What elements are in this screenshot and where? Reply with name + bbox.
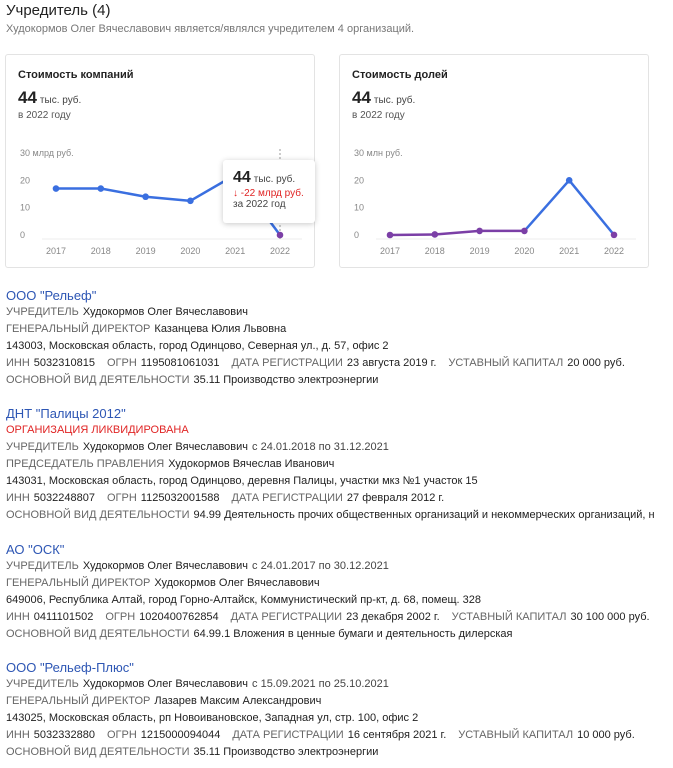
y-axis-unit-label: 30 млрд руб.	[20, 148, 74, 158]
founder-label: УЧРЕДИТЕЛЬ	[6, 306, 79, 318]
y-tick-label: 20	[20, 175, 31, 186]
series-line-segment	[569, 180, 614, 235]
series-line-segment	[524, 180, 569, 231]
org-card	[6, 541, 673, 643]
org-card	[6, 659, 673, 761]
card-value	[352, 88, 415, 108]
card-title: Стоимость долей	[352, 69, 448, 81]
org-name-link[interactable]: ООО "Рельеф-Плюс"	[6, 660, 134, 675]
x-tick-label: 2022	[603, 246, 625, 256]
data-point	[187, 198, 194, 205]
x-tick-label: 2021	[559, 246, 580, 256]
org-card	[6, 405, 673, 524]
org-name-link[interactable]: АО "ОСК"	[6, 542, 65, 557]
org-activity-row	[6, 507, 673, 524]
card-value-number: 44	[352, 88, 371, 107]
ogrn-label: ОГРН	[106, 357, 137, 369]
x-tick-label: 2019	[469, 246, 490, 256]
reg-value: 23 декабря 2002 г.	[346, 611, 440, 623]
data-point	[432, 231, 439, 238]
data-point	[387, 232, 394, 239]
reg-label: ДАТА РЕГИСТРАЦИИ	[231, 357, 343, 369]
capital-label: УСТАВНЫЙ КАПИТАЛ	[451, 611, 567, 623]
section-subtitle: Худокормов Олег Вячеславович является/являлся учредителем 4 организаций.	[6, 23, 415, 35]
org-registry-row	[6, 727, 673, 744]
org-activity-row	[6, 626, 673, 643]
ogrn-label: ОГРН	[106, 492, 137, 504]
arrow-down-icon: ↓	[233, 188, 238, 199]
series-line-segment	[435, 231, 480, 235]
role-label: ГЕНЕРАЛЬНЫЙ ДИРЕКТОР	[6, 695, 151, 707]
data-point	[566, 177, 573, 184]
inn-value: 5032332880	[33, 729, 95, 741]
x-tick-label: 2022	[269, 246, 291, 256]
card-value-unit: тыс. руб.	[373, 95, 416, 106]
founder-period: с 24.01.2017 по 30.12.2021	[252, 560, 389, 572]
tooltip-value	[233, 169, 305, 187]
chart-tooltip	[223, 160, 315, 223]
data-point	[476, 228, 483, 235]
ogrn-value: 1195081061031	[140, 357, 220, 369]
inn-label: ИНН	[6, 357, 30, 369]
founder-name[interactable]: Худокормов Олег Вячеславович	[82, 306, 249, 318]
y-tick-label: 10	[20, 202, 31, 213]
org-founder-row	[6, 304, 673, 321]
capital-label: УСТАВНЫЙ КАПИТАЛ	[448, 357, 564, 369]
ogrn-label: ОГРН	[106, 729, 137, 741]
inn-label: ИНН	[6, 492, 30, 504]
reg-value: 16 сентября 2021 г.	[347, 729, 447, 741]
card-title: Стоимость компаний	[18, 69, 134, 81]
org-name-link[interactable]: ДНТ "Палицы 2012"	[6, 406, 126, 421]
data-point	[98, 185, 105, 192]
founder-name[interactable]: Худокормов Олег Вячеславович	[82, 678, 249, 690]
role-person[interactable]: Лазарев Максим Александрович	[154, 695, 322, 707]
activity-label: ОСНОВНОЙ ВИД ДЕЯТЕЛЬНОСТИ	[6, 374, 190, 386]
activity-label: ОСНОВНОЙ ВИД ДЕЯТЕЛЬНОСТИ	[6, 628, 190, 640]
org-address: 143031, Московская область, город Одинцово, деревня Палицы, участки мкз №1 участок 15	[6, 475, 478, 487]
org-founder-row	[6, 676, 673, 693]
x-tick-label: 2019	[135, 246, 156, 256]
ogrn-value: 1125032001588	[140, 492, 220, 504]
org-registry-row	[6, 609, 673, 626]
tooltip-delta	[233, 188, 305, 199]
reg-label: ДАТА РЕГИСТРАЦИИ	[230, 611, 343, 623]
founder-label: УЧРЕДИТЕЛЬ	[6, 560, 79, 572]
org-role-row	[6, 456, 673, 473]
liquidated-status: ОРГАНИЗАЦИЯ ЛИКВИДИРОВАНА	[6, 424, 189, 436]
role-person[interactable]: Худокормов Вячеслав Иванович	[168, 458, 335, 470]
org-address: 649006, Республика Алтай, город Горно-Алтайск, Коммунистический пр-кт, д. 68, помещ. 328	[6, 594, 481, 606]
card-year: в 2022 году	[18, 110, 71, 121]
data-point	[521, 228, 528, 235]
org-name-link[interactable]: ООО "Рельеф"	[6, 288, 97, 303]
founder-period: с 24.01.2018 по 31.12.2021	[252, 441, 389, 453]
org-role-row	[6, 575, 673, 592]
founder-name[interactable]: Худокормов Олег Вячеславович	[82, 441, 249, 453]
capital-value: 20 000 руб.	[567, 357, 625, 369]
activity-value: 64.99.1 Вложения в ценные бумаги и деятельность дилерская	[193, 628, 513, 640]
card-year: в 2022 году	[352, 110, 405, 121]
data-point	[53, 185, 60, 192]
role-label: ПРЕДСЕДАТЕЛЬ ПРАВЛЕНИЯ	[6, 458, 165, 470]
role-label: ГЕНЕРАЛЬНЫЙ ДИРЕКТОР	[6, 577, 151, 589]
ogrn-value: 1215000094044	[140, 729, 221, 741]
founder-label: УЧРЕДИТЕЛЬ	[6, 678, 79, 690]
y-tick-label: 0	[20, 230, 26, 240]
org-activity-row	[6, 372, 673, 389]
x-tick-label: 2020	[180, 246, 201, 256]
y-axis-unit-label: 30 млн руб.	[354, 148, 403, 158]
org-role-row	[6, 321, 673, 338]
activity-label: ОСНОВНОЙ ВИД ДЕЯТЕЛЬНОСТИ	[6, 509, 190, 521]
founder-label: УЧРЕДИТЕЛЬ	[6, 441, 79, 453]
founder-period: с 15.09.2021 по 25.10.2021	[252, 678, 389, 690]
role-label: ГЕНЕРАЛЬНЫЙ ДИРЕКТОР	[6, 323, 151, 335]
capital-value: 10 000 руб.	[577, 729, 635, 741]
org-registry-row	[6, 490, 673, 507]
org-activity-row	[6, 744, 673, 761]
ogrn-value: 1020400762854	[139, 611, 219, 623]
role-person[interactable]: Казанцева Юлия Львовна	[154, 323, 287, 335]
data-point	[277, 232, 284, 239]
tooltip-delta-text: -22 млрд руб.	[240, 188, 304, 199]
capital-value: 30 100 000 руб.	[570, 611, 650, 623]
reg-value: 27 февраля 2012 г.	[346, 492, 445, 504]
org-address: 143003, Московская область, город Одинцово, Северная ул., д. 57, офис 2	[6, 340, 389, 352]
data-point	[142, 193, 149, 200]
org-registry-row	[6, 355, 673, 372]
series-line-segment	[390, 234, 435, 235]
inn-value: 0411101502	[33, 611, 94, 623]
y-tick-label: 0	[354, 230, 360, 240]
reg-label: ДАТА РЕГИСТРАЦИИ	[231, 492, 343, 504]
activity-value: 94.99 Деятельность прочих общественных организаций и некоммерческих организаций, н	[193, 509, 655, 521]
org-founder-row	[6, 558, 673, 575]
inn-label: ИНН	[6, 611, 30, 623]
x-tick-label: 2020	[514, 246, 535, 256]
tooltip-value-number: 44	[233, 169, 251, 186]
data-point	[611, 232, 618, 239]
tooltip-period: за 2022 год	[233, 199, 286, 210]
share-value-card	[339, 54, 649, 268]
activity-value: 35.11 Производство электроэнергии	[193, 746, 379, 758]
x-tick-label: 2017	[45, 246, 67, 256]
inn-value: 5032310815	[33, 357, 95, 369]
reg-value: 23 августа 2019 г.	[346, 357, 437, 369]
y-tick-label: 10	[354, 202, 365, 213]
capital-label: УСТАВНЫЙ КАПИТАЛ	[458, 729, 574, 741]
y-tick-label: 20	[354, 175, 365, 186]
x-tick-label: 2018	[424, 246, 445, 256]
activity-label: ОСНОВНОЙ ВИД ДЕЯТЕЛЬНОСТИ	[6, 746, 190, 758]
org-role-row	[6, 693, 673, 710]
card-value	[18, 88, 81, 108]
section-title: Учредитель (4)	[6, 2, 111, 19]
reg-label: ДАТА РЕГИСТРАЦИИ	[232, 729, 344, 741]
org-address: 143025, Московская область, рп Новоивановское, Западная ул, стр. 100, офис 2	[6, 712, 419, 724]
x-tick-label: 2021	[225, 246, 246, 256]
ogrn-label: ОГРН	[105, 611, 136, 623]
inn-label: ИНН	[6, 729, 30, 741]
x-tick-label: 2017	[379, 246, 401, 256]
org-founder-row	[6, 439, 673, 456]
role-person[interactable]: Худокормов Олег Вячеславович	[154, 577, 320, 589]
card-value-unit: тыс. руб.	[39, 95, 82, 106]
founder-name[interactable]: Худокормов Олег Вячеславович	[82, 560, 249, 572]
x-tick-label: 2018	[90, 246, 111, 256]
activity-value: 35.11 Производство электроэнергии	[193, 374, 379, 386]
inn-value: 5032248807	[33, 492, 95, 504]
org-card	[6, 287, 673, 389]
card-value-number: 44	[18, 88, 37, 107]
tooltip-value-unit: тыс. руб.	[253, 174, 296, 185]
